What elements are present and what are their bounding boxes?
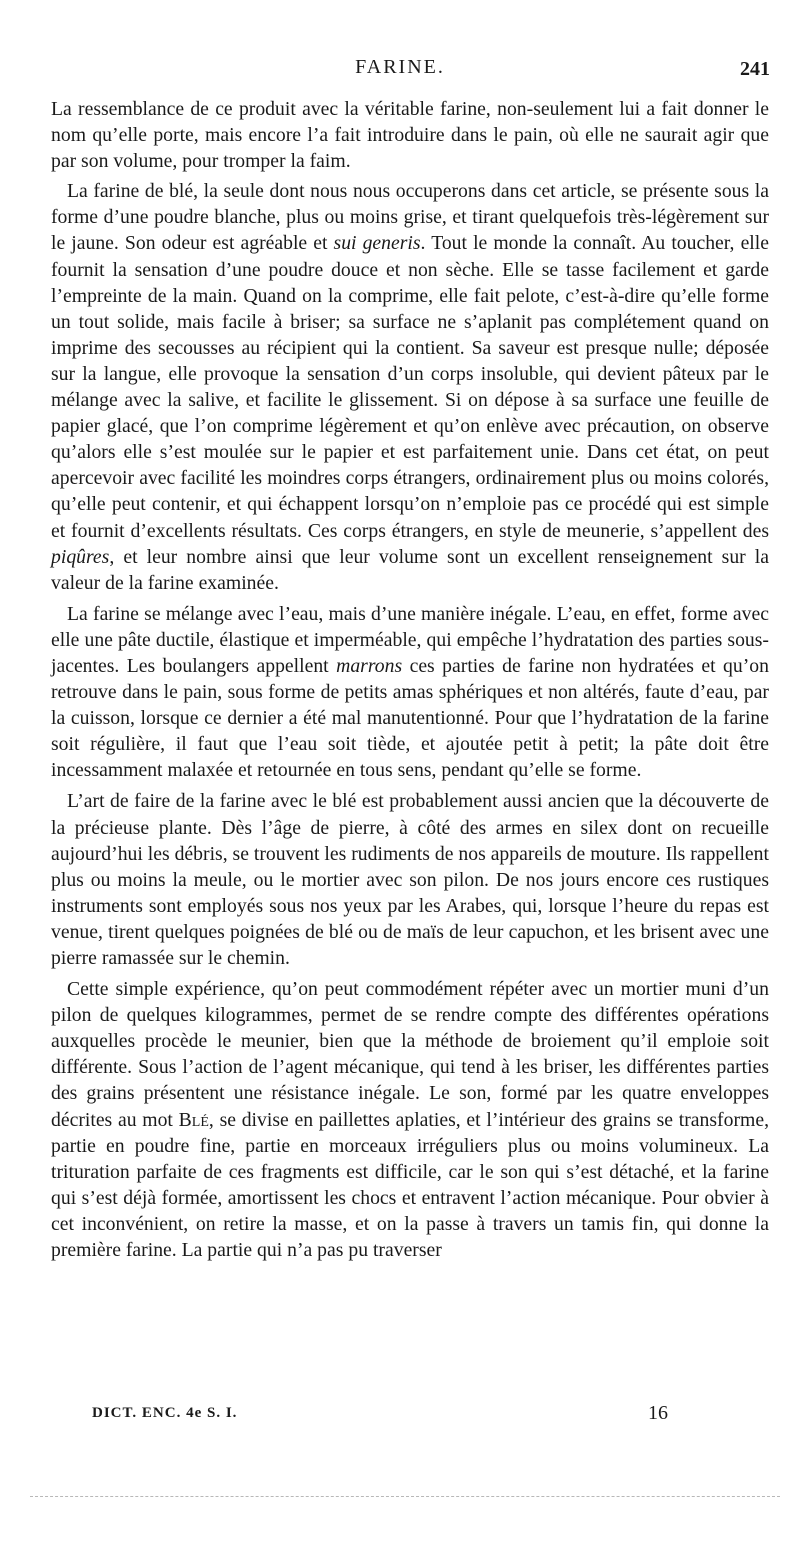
italic-term: piqûres bbox=[51, 545, 110, 568]
paragraph bbox=[51, 178, 769, 596]
paragraph bbox=[51, 976, 769, 1263]
paragraph bbox=[51, 96, 769, 174]
running-head: FARINE. bbox=[355, 56, 445, 78]
text-run: La farine se mélange avec l’eau, mais d’une manière inégale. L’eau, en effet, forme avec elle une pâte ductile, élastique et imperméable, qui empêche l’hydratation des parties sous-jacentes. Les boulangers appellent bbox=[51, 602, 769, 677]
text-run: ces parties de farine non hydratées et qu’on retrouve dans le pain, sous forme de petits amas sphériques et non altérés, faute d’eau, par la cuisson, lorsque ce dernier a été mal manutentionné. Pour que l’hydratation de la farine soit régulière, il faut que l’eau soit tiède, et ajoutée petit à petit; la pâte doit être incessamment malaxée et retournée en tous sens, pendant qu’elle se forme. bbox=[51, 654, 769, 782]
bottom-edge-rule bbox=[30, 1496, 780, 1497]
article-body bbox=[51, 96, 769, 1263]
text-run: La farine de blé, la seule dont nous nous occuperons dans cet article, se présente sous la forme d’une poudre blanche, plus ou moins grise, et tirant quelquefois très-légèrement sur le jaune. Son odeur est agréable et bbox=[51, 180, 769, 255]
signature-mark: DICT. ENC. 4e S. I. bbox=[92, 1405, 238, 1421]
small-caps-term: Blé bbox=[178, 1108, 209, 1131]
sheet-number: 16 bbox=[648, 1402, 668, 1424]
text-run: , se divise en paillettes aplaties, et l’intérieur des grains se transforme, partie en poudre fine, partie en morceaux irréguliers plus ou moins volumineux. La trituration parfaite de ces fragments est difficile, car le son qui s’est détaché, et la farine qui s’est déjà formée, amortissent les chocs et entravent l’action mécanique. Pour obvier à cet inconvénient, on retire la masse, et on la passe à travers un tamis fin, qui donne la première farine. La partie qui n’a pas pu traverser bbox=[51, 1108, 769, 1262]
text-run: , et leur nombre ainsi que leur volume sont un excellent renseignement sur la valeur de la farine examinée. bbox=[51, 545, 769, 594]
italic-term: marrons bbox=[336, 654, 403, 677]
text-run: Cette simple expérience, qu’on peut commodément répéter avec un mortier muni d’un pilon de quelques kilogrammes, permet de se rendre compte des différentes opérations auxquelles procède le meunier, bien que la méthode de broiement qu’il emploie soit différente. Sous l’action de l’agent mécanique, qui tend à les briser, les différentes parties des grains présentent une résistance inégale. Le son, formé par les quatre enveloppes décrites au mot bbox=[51, 978, 769, 1131]
paragraph bbox=[51, 788, 769, 971]
paragraph bbox=[51, 601, 769, 784]
text-run: L’art de faire de la farine avec le blé est probablement aussi ancien que la découverte de la précieuse plante. Dès l’âge de pierre, à côté des armes en silex dont on recueille aujourd’hui les débris, se trouvent les rudiments de nos appareils de mouture. Ils rappellent plus ou moins la meule, ou le mortier avec son pilon. De nos jours encore ces rustiques instruments sont employés sous nos yeux par les Arabes, qui, lorsque l’heure du repas est venue, tirent quelques poignées de blé ou de maïs de leur capuchon, et les brisent avec une pierre ramassée sur le chemin. bbox=[51, 790, 769, 969]
text-run: La ressemblance de ce produit avec la véritable farine, non-seulement lui a fait donner le nom qu’elle porte, mais encore l’a fait introduire dans le pain, où elle ne saurait agir que par son volume, pour tromper la faim. bbox=[51, 98, 769, 173]
italic-term: sui generis bbox=[333, 232, 421, 255]
text-run: . Tout le monde la connaît. Au toucher, elle fournit la sensation d’une poudre douce et non sèche. Elle se tasse facilement et garde l’empreinte de la main. Quand on la comprime, elle fait pelote, c’est-à-dire qu’elle forme un tout solide, mais facile à briser; sa surface ne s’aplanit pas complétement quand on imprime des secousses au récipient qui la contient. Sa saveur est presque nulle; déposée sur la langue, elle provoque la sensation d’un corps insoluble, qui devient pâteux par le mélange avec la salive, et facilite le glissement. Si on dépose à sa surface une feuille de papier glacé, que l’on comprime légèrement et qu’on enlève avec précaution, on observe qu’alors elle s’est moulée sur le papier et est parfaitement unie. Dans cet état, on peut apercevoir avec facilité les moindres corps étrangers, ordinairement plus ou moins colorés, qu’elle peut contenir, et qui échappent lorsqu’on n’emploie pas ce procédé qui est simple et fournit d’excellents résultats. Ces corps étrangers, en style de meunerie, s’appellent des bbox=[51, 232, 769, 542]
page-number: 241 bbox=[740, 58, 770, 80]
